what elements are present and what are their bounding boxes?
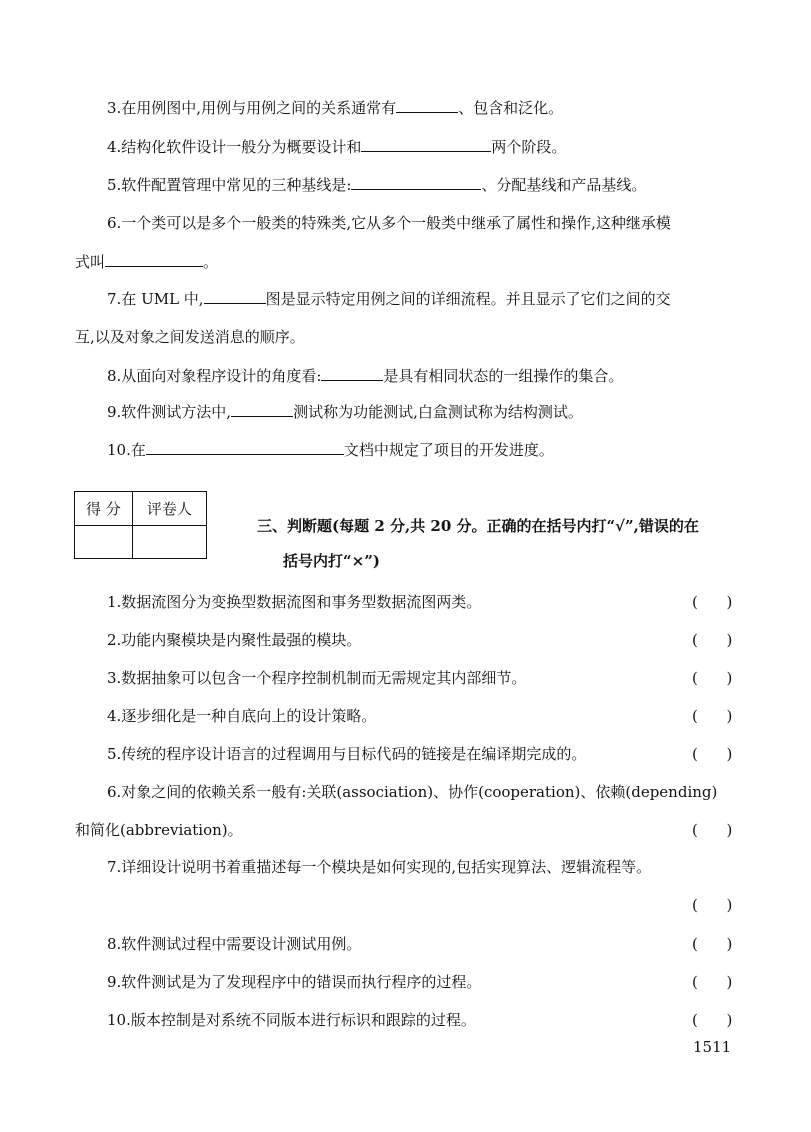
answer-paren-1[interactable]: ( ) [692, 593, 733, 611]
judge-item-6-line1: 6.对象之间的依赖关系一般有:关联(association)、协作(cooperation)、依赖(depending) [107, 783, 718, 801]
answer-paren-6[interactable]: ( ) [692, 821, 733, 839]
judge-item-1: 1.数据流图分为变换型数据流图和事务型数据流图两类。 [107, 593, 482, 611]
q3-blank [396, 98, 458, 113]
judge-item-5: 5.传统的程序设计语言的过程调用与目标代码的链接是在编译期完成的。 [107, 745, 587, 763]
score-header: 得 分 [75, 492, 133, 526]
q10-blank [146, 440, 344, 455]
q3-fill: 3.在用例图中,用例与用例之间的关系通常有 、包含和泛化。 [107, 99, 564, 117]
q7-blank [204, 289, 266, 304]
judge-item-3: 3.数据抽象可以包含一个程序控制机制而无需规定其内部细节。 [107, 669, 527, 687]
judge-item-8: 8.软件测试过程中需要设计测试用例。 [107, 935, 362, 953]
score-cell[interactable] [75, 525, 133, 559]
answer-paren-5[interactable]: ( ) [692, 745, 733, 763]
judge-item-2: 2.功能内聚模块是内聚性最强的模块。 [107, 631, 362, 649]
q9-blank [231, 402, 293, 417]
answer-paren-8[interactable]: ( ) [692, 935, 733, 953]
q4-fill: 4.结构化软件设计一般分为概要设计和 两个阶段。 [107, 138, 567, 156]
q8-fill: 8.从面向对象程序设计的角度看: 是具有相同状态的一组操作的集合。 [107, 367, 624, 385]
q10-fill: 10.在 文档中规定了项目的开发进度。 [107, 441, 554, 459]
judge-item-9: 9.软件测试是为了发现程序中的错误而执行程序的过程。 [107, 973, 482, 991]
answer-paren-3[interactable]: ( ) [692, 669, 733, 687]
section3-heading-line2: 括号内打“×”) [283, 552, 380, 570]
judge-item-10: 10.版本控制是对系统不同版本进行标识和跟踪的过程。 [107, 1011, 476, 1029]
q8-blank [321, 366, 383, 381]
answer-paren-10[interactable]: ( ) [692, 1011, 733, 1029]
q5-blank [351, 175, 481, 190]
q6-fill-line1: 6.一个类可以是多个一般类的特殊类,它从多个一般类中继承了属性和操作,这种继承模 [107, 214, 671, 232]
q7-fill-line2: 互,以及对象之间发送消息的顺序。 [75, 328, 305, 346]
q4-blank [361, 137, 491, 152]
q6-blank [105, 252, 203, 267]
q7-fill-line1: 7.在 UML 中, 图是显示特定用例之间的详细流程。并且显示了它们之间的交 [107, 290, 671, 308]
section3-heading-line1: 三、判断题(每题 2 分,共 20 分。正确的在括号内打“√”,错误的在 [257, 517, 699, 535]
answer-paren-9[interactable]: ( ) [692, 973, 733, 991]
score-table [74, 491, 207, 559]
q6-fill-line2: 式叫 。 [75, 253, 219, 271]
answer-paren-2[interactable]: ( ) [692, 631, 733, 649]
judge-item-7: 7.详细设计说明书着重描述每一个模块是如何实现的,包括实现算法、逻辑流程等。 [107, 858, 652, 876]
answer-paren-4[interactable]: ( ) [692, 707, 733, 725]
q5-fill: 5.软件配置管理中常见的三种基线是: 、分配基线和产品基线。 [107, 176, 647, 194]
grader-header: 评卷人 [132, 492, 206, 526]
grader-cell[interactable] [132, 525, 206, 559]
answer-paren-7[interactable]: ( ) [692, 896, 733, 914]
judge-item-4: 4.逐步细化是一种自底向上的设计策略。 [107, 707, 377, 725]
page-number: 1511 [693, 1038, 732, 1056]
judge-item-6-line2: 和简化(abbreviation)。 [75, 821, 243, 839]
q9-fill: 9.软件测试方法中, 测试称为功能测试,白盒测试称为结构测试。 [107, 403, 583, 421]
